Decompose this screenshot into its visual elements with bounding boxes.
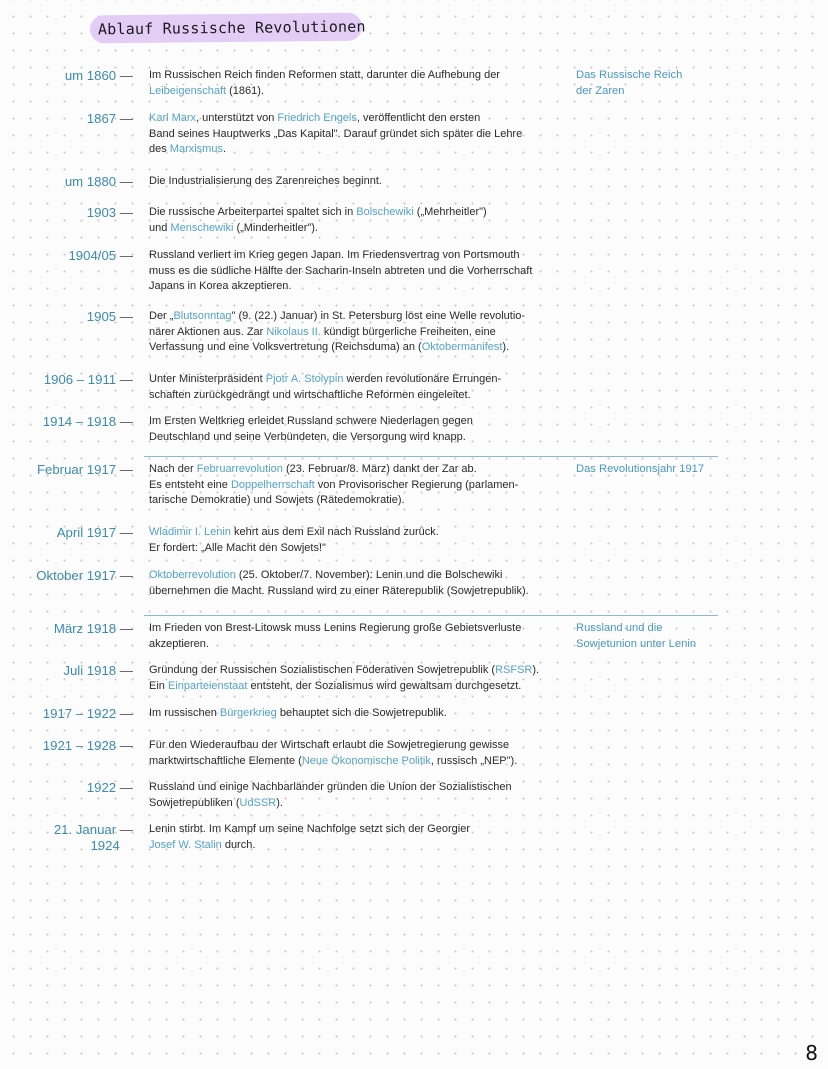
entry-date-text: 1867 [86, 111, 117, 126]
entry-text-segment: Im Frieden von Brest-Litowsk muss Lenins Regierung große Gebietsverluste akzeptieren. [149, 622, 522, 650]
entry-text-segment: (1861). [226, 84, 264, 97]
entry-text-segment: Russland verliert im Krieg gegen Japan. Im Friedensvertrag von Portsmouth muss es die südliche Hälfte der Sacharin-Inseln abtreten und die Vorherrschaft Japans in Korea akzeptieren. [149, 249, 533, 293]
entry-text-segment: behauptet sich die Sowjetrepublik. [276, 707, 447, 719]
entry-date [0, 174, 133, 190]
entry-dash: — [116, 309, 133, 324]
highlighted-term: Doppelherrschaft [230, 478, 315, 491]
section-label: Russland und die Sowjetunion unter Lenin [576, 622, 697, 650]
highlighted-term: Pjotr A. Stolypin [265, 373, 344, 385]
entry-date-text: 1924 [90, 838, 133, 853]
entry-text [149, 525, 569, 556]
highlighted-term: Oktobermanifest [421, 341, 503, 354]
entry-date-text: 1903 [86, 205, 117, 220]
entry-text-segment: , veröffentlicht den ersten Band seines Hauptwerks „Das Kapital". Darauf gründet sich später die Lehre des [149, 112, 523, 156]
entry-date [0, 205, 133, 221]
entry-date [0, 372, 133, 388]
entry-date [0, 111, 133, 127]
entry-date-text: um 1880 [64, 174, 117, 189]
entry-text-segment: " (9. (22.) Januar) in St. Petersburg löst eine Welle revolutio- närer Aktionen aus. Zar [149, 310, 526, 338]
entry-text [149, 248, 569, 295]
entry-text-segment: Der „ [149, 310, 174, 322]
highlighted-term: Bürgerkrieg [219, 707, 277, 719]
highlighted-term: Einparteienstaat [167, 679, 248, 692]
entry-text-segment: Unter Ministerpräsident [149, 373, 266, 385]
entry-text-segment: Im Ersten Weltkrieg erleidet Russland schwere Niederlagen gegen Deutschland und seine Verbündeten, die Versorgung wird knapp. [149, 415, 473, 443]
entry-date-text: 21. Januar [53, 822, 117, 837]
entry-text-segment: entsteht, der Sozialismus wird gewaltsam durchgesetzt. [247, 679, 522, 692]
highlighted-term: Blutsonntag [173, 310, 232, 322]
entry-text [149, 111, 569, 158]
section-label: Das Russische Reich der Zaren [576, 69, 683, 97]
entry-text-segment: Lenin stirbt. Im Kampf um seine Nachfolge setzt sich der Georgier [149, 823, 470, 835]
highlighted-term: Menschewiki [170, 221, 234, 234]
entry-date [0, 525, 133, 541]
entry-text [149, 780, 569, 811]
entry-date-text: 1922 [86, 780, 117, 795]
entry-text [149, 414, 569, 445]
entry-text [149, 309, 569, 356]
entry-dash: — [116, 111, 133, 126]
entry-text [149, 205, 569, 236]
entry-date-text: 1917 – 1922 [42, 706, 117, 721]
page-number: 8 [805, 1041, 818, 1065]
entry-dash: — [116, 525, 133, 540]
entry-text [149, 621, 569, 652]
highlighted-term: Nikolaus II. [266, 325, 321, 338]
entry-text-segment: Im Russischen Reich finden Reformen statt, darunter die Aufhebung der [149, 69, 500, 81]
entry-dash: — [116, 174, 133, 189]
entry-text-segment: kündigt bürgerliche Freiheiten, eine Verfassung und eine Volksvertretung (Reichsduma) an ( [149, 325, 496, 354]
entry-text-segment: , russisch „NEP"). [430, 754, 518, 767]
entry-text-segment: Im russischen [149, 707, 220, 719]
entry-text-segment: werden revolutionäre Errungen- schaften zurückgedrängt und wirtschaftliche Reformen eingeleitet. [149, 373, 502, 401]
entry-date-text: Februar 1917 [36, 462, 117, 477]
entry-date [0, 248, 133, 264]
section-label: Das Revolutionsjahr 1917 [576, 463, 705, 475]
highlighted-term: Marxismus [169, 143, 223, 156]
entry-date-text: 1921 – 1928 [42, 738, 117, 753]
entry-text-segment: („Mehrheitler") und [149, 206, 487, 234]
entry-text [149, 372, 569, 403]
entry-text [149, 738, 569, 769]
entry-text-segment: Die russische Arbeiterpartei spaltet sich in [149, 206, 357, 218]
highlighted-term: Oktoberrevolution [149, 569, 236, 581]
entry-dash: — [116, 205, 133, 220]
entry-date-text: 1905 [86, 309, 117, 324]
entry-date [0, 309, 133, 325]
entry-dash: — [116, 822, 133, 837]
highlighted-term: Wladimir I. Lenin [149, 526, 231, 538]
highlighted-term: Karl Marx [149, 112, 197, 124]
section-divider [144, 615, 718, 616]
entry-dash: — [116, 372, 133, 387]
entry-dash: — [116, 568, 133, 583]
entry-text [149, 568, 569, 599]
entry-text-segment: Russland und einige Nachbarländer gründen die Union der Sozialistischen Sowjetrepubliken ( [149, 781, 512, 809]
entry-dash: — [116, 706, 133, 721]
entry-dash: — [116, 621, 133, 636]
entry-text-segment: von Provisorischer Regierung (parlamen- tarische Demokratie) und Sowjets (Rätedemokratie). [149, 478, 519, 507]
entry-date-text: 1914 – 1918 [42, 414, 117, 429]
highlighted-term: RSFSR [495, 664, 533, 676]
entry-dash: — [116, 780, 133, 795]
entry-text [149, 822, 569, 853]
entry-text-segment: kehrt aus dem Exil nach Russland zurück. Er fordert: „Alle Macht den Sowjets!" [149, 526, 439, 554]
highlighted-term: Leibeigenschaft [149, 84, 227, 97]
entry-text [149, 462, 569, 509]
entry-date [0, 738, 133, 754]
entry-dash: — [116, 462, 133, 477]
entry-text [149, 174, 569, 190]
entry-text-segment: durch. [221, 838, 256, 851]
entry-text-segment: , unterstützt von [196, 112, 278, 124]
entry-text [149, 706, 569, 722]
highlighted-term: Neue Ökonomische Politik [301, 754, 431, 767]
highlighted-term: Josef W. Stalin [149, 838, 222, 851]
entry-text-segment: Für den Wiederaufbau der Wirtschaft erlaubt die Sowjetregierung gewisse marktwirtschaftliche Elemente ( [149, 739, 510, 767]
entry-dash: — [116, 738, 133, 753]
entry-text-segment: Gründung der Russischen Sozialistischen Föderativen Sowjetrepublik ( [149, 664, 496, 676]
entry-date-text: 1904/05 [68, 248, 117, 263]
entry-date [0, 621, 133, 637]
entry-text-segment: („Minderheitler"). [233, 221, 318, 234]
entry-date-text: 1906 – 1911 [43, 372, 117, 387]
highlighted-term: UdSSR [239, 796, 277, 809]
entry-text-segment: Nach der [149, 463, 197, 475]
entry-date-text: März 1918 [53, 621, 117, 636]
highlighted-term: Februarrevolution [196, 463, 283, 475]
entry-date [0, 462, 133, 478]
entry-text-segment: (25. Oktober/7. November): Lenin und die Bolschewiki übernehmen die Macht. Russland wird zu einer Räterepublik (Sowjetrepublik). [149, 569, 529, 597]
entry-text-segment: . [222, 143, 227, 156]
highlighted-term: Bolschewiki [356, 206, 414, 218]
entry-dash: — [116, 663, 133, 678]
entry-text-segment: ). [276, 796, 283, 809]
entry-text-segment: ). Ein [149, 664, 540, 692]
entry-date [0, 706, 133, 722]
entry-text-segment: Die Industrialisierung des Zarenreiches beginnt. [149, 175, 382, 187]
entry-dash: — [116, 68, 133, 83]
entry-date-text: Juli 1918 [63, 663, 117, 678]
entry-date [0, 822, 133, 854]
entry-date-text: Oktober 1917 [36, 568, 117, 583]
entry-text [149, 663, 569, 694]
entry-dash: — [116, 414, 133, 429]
entry-date-text: um 1860 [64, 68, 117, 83]
entry-date [0, 68, 133, 84]
entry-text-segment: (23. Februar/8. März) dankt der Zar ab. Es entsteht eine [149, 463, 477, 491]
entry-date [0, 568, 133, 584]
entry-date [0, 663, 133, 679]
entry-date [0, 414, 133, 430]
entry-date [0, 780, 133, 796]
entry-date-text: April 1917 [56, 525, 117, 540]
page-title: Ablauf Russische Revolutionen [90, 13, 362, 44]
highlighted-term: Friedrich Engels [277, 112, 357, 124]
entry-text-segment: ). [502, 341, 510, 354]
entry-dash: — [116, 248, 133, 263]
section-divider [144, 456, 718, 457]
entry-text [149, 68, 569, 99]
